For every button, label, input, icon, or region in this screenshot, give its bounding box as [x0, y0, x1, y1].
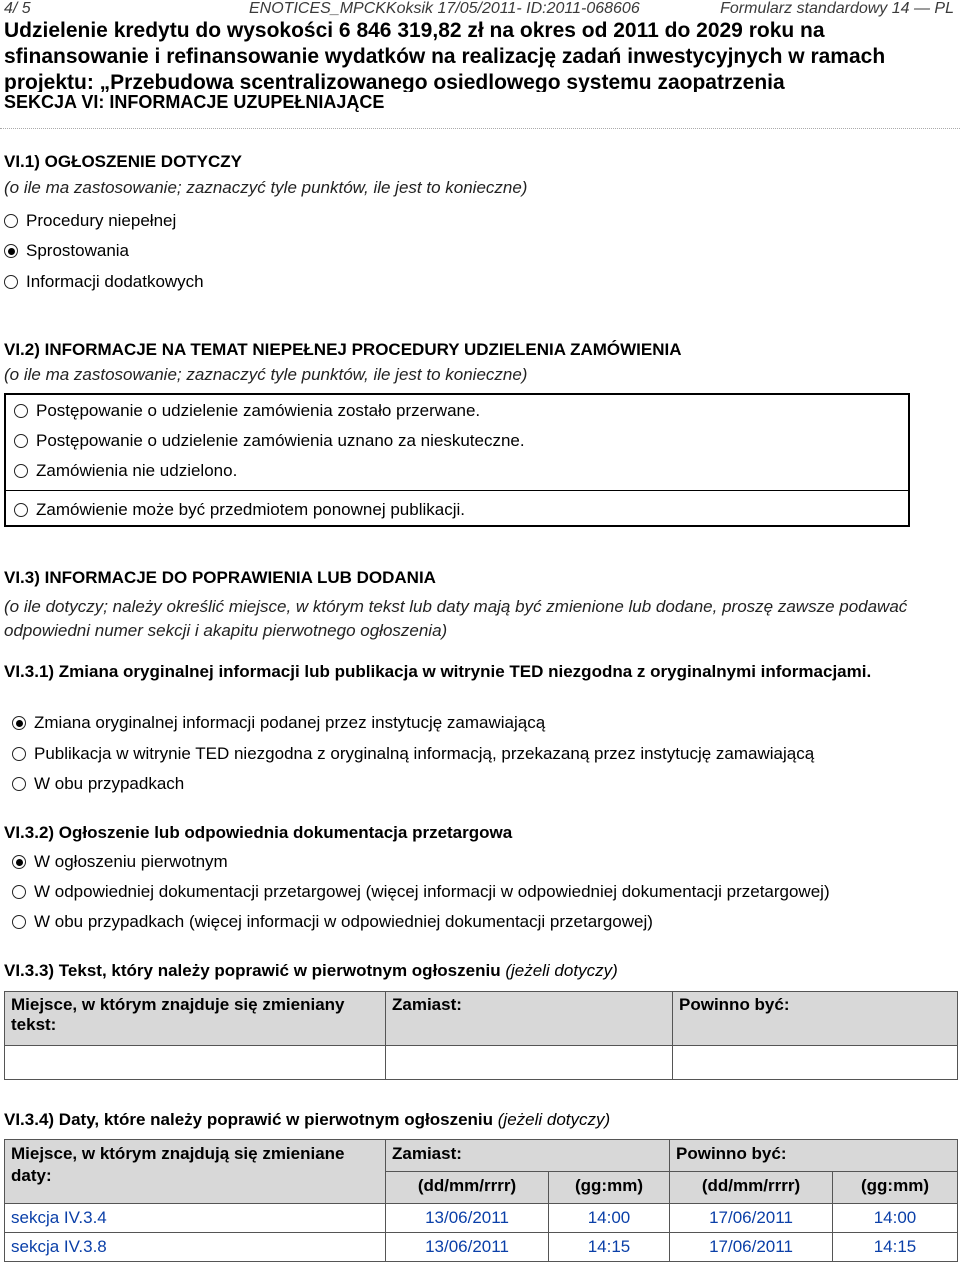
col-should: Powinno być: [673, 992, 958, 1046]
option-label: W obu przypadkach (więcej informacji w odpowiedniej dokumentacji przetargowej) [34, 912, 653, 931]
radio-icon[interactable] [4, 275, 18, 289]
row-new-date: 17/06/2011 [670, 1204, 833, 1233]
option-label: Zmiana oryginalnej informacji podanej przez instytucję zamawiającą [34, 713, 546, 732]
vi32-option-both[interactable] [12, 911, 653, 933]
option-label: Zamówienie może być przedmiotem ponownej publikacji. [36, 500, 465, 519]
box-separator [6, 490, 908, 491]
radio-checked-icon[interactable] [4, 244, 18, 258]
option-label: Postępowanie o udzielenie zamówienia uznano za nieskuteczne. [36, 431, 525, 450]
vi2-heading: VI.2) INFORMACJE NA TEMAT NIEPEŁNEJ PROCEDURY UDZIELENIA ZAMÓWIENIA [4, 340, 682, 359]
cell-empty [5, 1046, 386, 1080]
section-title: SEKCJA VI: INFORMACJE UZUPEŁNIAJĄCE [4, 92, 385, 112]
vi33-heading-line [4, 960, 618, 982]
vi31-heading: VI.3.1) Zmiana oryginalnej informacji lub publikacja w witrynie TED niezgodna z oryginalnymi informacjami. [4, 662, 872, 681]
vi2-option-ineffective[interactable] [14, 430, 525, 452]
vi2-note: (o ile ma zastosowanie; zaznaczyć tyle punktów, ile jest to konieczne) [4, 365, 528, 384]
sub-time-old: (gg:mm) [549, 1172, 670, 1204]
radio-checked-icon[interactable] [12, 716, 26, 730]
cell-empty [386, 1046, 673, 1080]
sub-time-new: (gg:mm) [833, 1172, 958, 1204]
vi1-option-correction[interactable] [4, 240, 129, 262]
table-row [5, 1233, 958, 1262]
table-row [5, 1204, 958, 1233]
form-name: Formularz standardowy 14 — PL [720, 0, 954, 17]
radio-icon[interactable] [14, 464, 28, 478]
vi33-heading: VI.3.3) Tekst, który należy poprawić w pierwotnym ogłoszeniu [4, 961, 501, 980]
radio-icon[interactable] [14, 404, 28, 418]
vi34-heading-note: (jeżeli dotyczy) [497, 1110, 611, 1129]
row-new-time: 14:15 [833, 1233, 958, 1262]
radio-icon[interactable] [14, 434, 28, 448]
option-label: W odpowiedniej dokumentacji przetargowej (więcej informacji w odpowiedniej dokumentacji przetargowej) [34, 882, 830, 901]
vi32-option-docs[interactable] [12, 881, 830, 903]
row-old-date: 13/06/2011 [386, 1204, 549, 1233]
sub-date-new: (dd/mm/rrrr) [670, 1172, 833, 1204]
vi1-note: (o ile ma zastosowanie; zaznaczyć tyle punktów, ile jest to konieczne) [4, 178, 528, 197]
radio-icon[interactable] [12, 885, 26, 899]
col-place: Miejsce, w którym znajduje się zmieniany tekst: [5, 992, 386, 1046]
vi32-option-original[interactable] [12, 851, 228, 873]
radio-icon[interactable] [12, 915, 26, 929]
vi2-option-not-awarded[interactable] [14, 460, 237, 482]
option-label: Sprostowania [26, 241, 130, 260]
option-label: W obu przypadkach [34, 774, 185, 793]
row-new-time: 14:00 [833, 1204, 958, 1233]
document-title: Udzielenie kredytu do wysokości 6 846 319,82 zł na okres od 2011 do 2029 roku na sfinansowanie i refinansowanie wydatków na realizację zadań inwestycyjnych w ramach projektu: „Przebudowa scentralizowanego osiedlowego systemu zaopatrzenia [4, 19, 886, 92]
option-label: Publikacja w witrynie TED niezgodna z oryginalną informacją, przekazaną przez instytucję zamawiającą [34, 744, 815, 763]
option-label: W ogłoszeniu pierwotnym [34, 852, 228, 871]
vi2-option-republish[interactable] [14, 499, 465, 521]
page-number: 4/ 5 [4, 0, 31, 17]
divider [0, 128, 960, 129]
vi1-option-additional[interactable] [4, 271, 204, 293]
notice-id: ENOTICES_MPCKKoksik 17/05/2011- ID:2011-068606 [249, 0, 640, 17]
col-instead: Zamiast: [386, 1140, 670, 1172]
row-old-date: 13/06/2011 [386, 1233, 549, 1262]
vi31-option-ted[interactable] [12, 743, 814, 765]
vi3-heading: VI.3) INFORMACJE DO POPRAWIENIA LUB DODANIA [4, 568, 436, 587]
vi2-option-interrupted[interactable] [14, 400, 480, 422]
cell-empty [673, 1046, 958, 1080]
row-place: sekcja IV.3.4 [5, 1204, 386, 1233]
col-should: Powinno być: [670, 1140, 958, 1172]
vi1-heading: VI.1) OGŁOSZENIE DOTYCZY [4, 152, 243, 171]
vi32-heading: VI.3.2) Ogłoszenie lub odpowiednia dokumentacja przetargowa [4, 823, 513, 842]
radio-checked-icon[interactable] [12, 855, 26, 869]
vi31-option-both[interactable] [12, 773, 184, 795]
row-new-date: 17/06/2011 [670, 1233, 833, 1262]
col-instead: Zamiast: [386, 992, 673, 1046]
option-label: Postępowanie o udzielenie zamówienia zostało przerwane. [36, 401, 481, 420]
row-old-time: 14:00 [549, 1204, 670, 1233]
radio-icon[interactable] [4, 214, 18, 228]
vi1-option-incomplete[interactable] [4, 210, 176, 232]
sub-date-old: (dd/mm/rrrr) [386, 1172, 549, 1204]
option-label: Procedury niepełnej [26, 211, 177, 230]
radio-icon[interactable] [12, 747, 26, 761]
vi2-options-box [4, 393, 910, 527]
option-label: Zamówienia nie udzielono. [36, 461, 238, 480]
radio-icon[interactable] [14, 503, 28, 517]
vi33-heading-note: (jeżeli dotyczy) [505, 961, 618, 980]
row-old-time: 14:15 [549, 1233, 670, 1262]
vi31-option-original[interactable] [12, 712, 545, 734]
vi34-heading: VI.3.4) Daty, które należy poprawić w pierwotnym ogłoszeniu [4, 1110, 494, 1129]
vi3-note: (o ile dotyczy; należy określić miejsce, w którym tekst lub daty mają być zmienione lub dodane, proszę zawsze podawać odpowiedni numer sekcji i akapitu pierwotnego ogłoszenia) [4, 597, 908, 640]
col-place: Miejsce, w którym znajdują się zmieniane daty: [5, 1140, 386, 1204]
text-correction-table [4, 991, 958, 1080]
option-label: Informacji dodatkowych [26, 272, 204, 291]
date-correction-table [4, 1139, 958, 1262]
radio-icon[interactable] [12, 777, 26, 791]
row-place: sekcja IV.3.8 [5, 1233, 386, 1262]
vi34-heading-line [4, 1109, 610, 1131]
